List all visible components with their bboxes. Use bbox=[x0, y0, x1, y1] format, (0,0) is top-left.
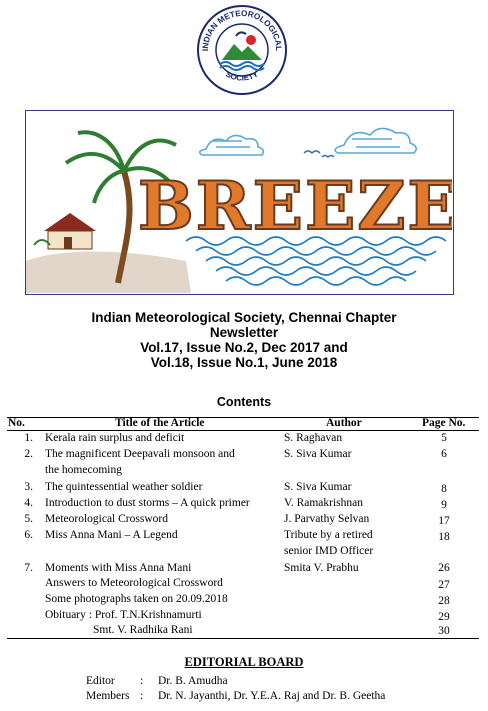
editorial-board-title: EDITORIAL BOARD bbox=[184, 655, 304, 669]
members-separator: : bbox=[140, 690, 144, 702]
heading-newsletter: Newsletter bbox=[209, 325, 279, 340]
editor-label: Editor bbox=[86, 675, 115, 687]
column-header-page: Page No. bbox=[422, 417, 466, 429]
heading-volume-18: Vol.18, Issue No.1, June 2018 bbox=[150, 355, 338, 370]
column-header-no: No. bbox=[8, 417, 25, 429]
contents-table: No. Title of the Article Author Page No. 1. Kerala rain surplus and deficit S. Raghavan 5 2. The magnificent Deepavali monsoon and the homecoming S. Siva Kumar 6 3. The quintessential weather soldier S. Siva Kumar 8 4. Introduction to dust storms – A quick primer V. Ramakrishnan 9 5. Meteorological Crossword J. Parvathy Selvan 17 6. Miss Anna Mani – A Legend Tribute by a retired senior IMD Officer 18 7. Moments with Miss Anna Mani Smita V. Prabhu 26 Answers to Meteorological Crossword 27 Some photographs taken on 20.09.2018 28 Obituary : Prof. T.N.Krishnamurti 29 Smt. V. Radhika Rani 30 bbox=[7, 417, 479, 639]
members-label: Members bbox=[86, 690, 130, 702]
column-header-title: Title of the Article bbox=[115, 417, 205, 429]
editor-separator: : bbox=[140, 675, 144, 687]
heading-society: Indian Meteorological Society, Chennai Chapter bbox=[91, 310, 397, 325]
contents-table-header bbox=[7, 418, 479, 431]
heading-volume-17: Vol.17, Issue No.2, Dec 2017 and bbox=[140, 340, 348, 355]
logo-ring-text-bottom: SOCIETY bbox=[224, 69, 260, 83]
cloud-icon bbox=[200, 135, 264, 155]
banner-title: BREEZE bbox=[138, 167, 452, 245]
contents-title: Contents bbox=[216, 395, 272, 409]
bird-icon bbox=[304, 151, 334, 157]
logo-emblem bbox=[220, 32, 264, 70]
svg-text:INDIAN METEOROLOGICAL bbox=[201, 9, 283, 51]
breeze-banner bbox=[25, 110, 454, 295]
logo-ring-text-top: INDIAN METEOROLOGICAL bbox=[200, 8, 284, 52]
members-names: Dr. N. Jayanthi, Dr. Y.E.A. Raj and Dr. B. Geetha bbox=[158, 690, 386, 702]
column-header-author: Author bbox=[326, 417, 362, 429]
svg-text:SOCIETY bbox=[224, 69, 260, 82]
house-icon bbox=[34, 213, 96, 249]
editor-name: Dr. B. Amudha bbox=[158, 675, 228, 687]
cloud-icon bbox=[335, 128, 416, 153]
ims-logo bbox=[196, 4, 288, 96]
